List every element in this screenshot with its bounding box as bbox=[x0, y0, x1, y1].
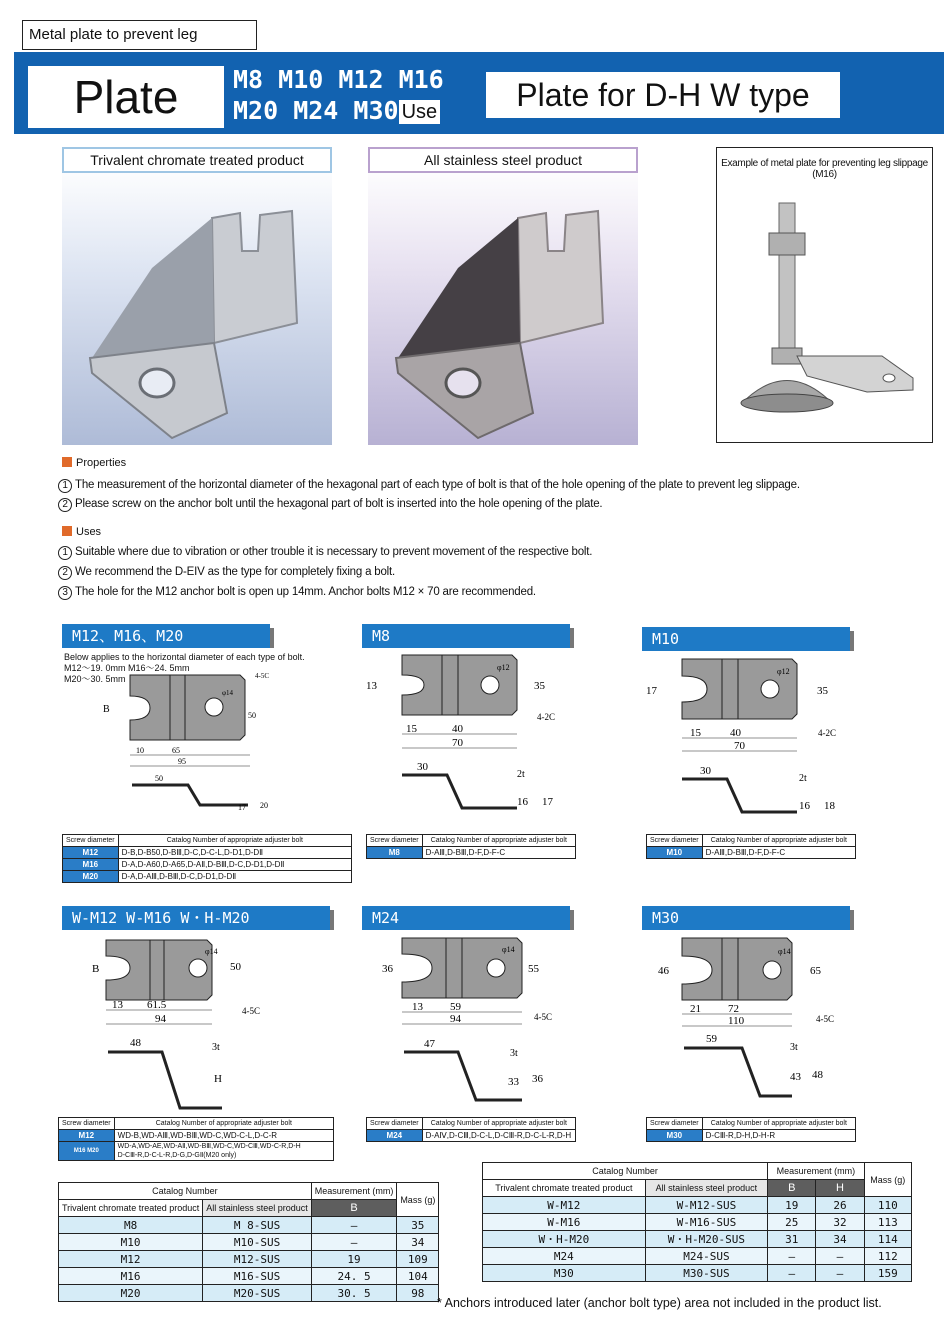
table-row bbox=[483, 1214, 912, 1231]
cell: — bbox=[816, 1248, 864, 1265]
drawing-w-types bbox=[62, 930, 332, 1115]
cell: D-AⅣ,D-CⅢ,D-C-L,D-CⅢ-R,D-C-L-R,D-H bbox=[422, 1130, 575, 1142]
num-circle-icon: 2 bbox=[58, 498, 72, 512]
cell: M24 bbox=[483, 1248, 646, 1265]
th-catalog: Catalog Number of appropriate adjuster bolt bbox=[422, 835, 575, 847]
cell: M16 bbox=[63, 859, 119, 871]
cell: M12 bbox=[59, 1130, 115, 1142]
property-1 bbox=[58, 479, 800, 493]
dim-s1-b: B bbox=[103, 704, 110, 715]
cell: W-M12 bbox=[483, 1197, 646, 1214]
th-catalog-number: Catalog Number bbox=[483, 1163, 768, 1180]
dim-m10-b: 35 bbox=[817, 685, 828, 697]
table-row bbox=[367, 847, 576, 859]
s1-note-line1: Below applies to the horizontal diameter of each type of bolt. bbox=[64, 652, 305, 662]
properties-heading-text: Properties bbox=[76, 457, 127, 469]
cell: 19 bbox=[311, 1251, 397, 1268]
dim-s1-d1: 10 bbox=[136, 746, 144, 755]
cell: 30. 5 bbox=[311, 1285, 397, 1302]
th-b: B bbox=[311, 1200, 397, 1217]
dim-w-b: 50 bbox=[230, 961, 241, 973]
cell: D-AⅢ,D-BⅢ,D-F,D-F-C bbox=[702, 847, 855, 859]
sizes-line-2-text: M20 M24 M30 bbox=[233, 96, 399, 125]
num-circle-icon: 1 bbox=[58, 479, 72, 493]
banner-sizes bbox=[233, 64, 463, 126]
table-row bbox=[59, 1130, 334, 1142]
dim-w-g: 3t bbox=[212, 1042, 220, 1053]
cell: M8 bbox=[367, 847, 423, 859]
cell: M8 bbox=[59, 1217, 203, 1234]
cell: M16 bbox=[59, 1268, 203, 1285]
s1-note-line3: M20～30. 5mm bbox=[64, 674, 126, 684]
dim-m30-b: 65 bbox=[810, 965, 821, 977]
th-catalog: Catalog Number of appropriate adjuster bolt bbox=[118, 835, 351, 847]
sizes-line-2 bbox=[233, 95, 463, 126]
dim-s1-d6: 20 bbox=[260, 801, 268, 810]
cell: 25 bbox=[768, 1214, 816, 1231]
section-bar-w-types: W-M12 W-M16 W・H-M20 bbox=[62, 906, 330, 930]
drawing-m10 bbox=[642, 654, 852, 824]
dim-m8-b: 35 bbox=[534, 680, 545, 692]
cell: M12 bbox=[59, 1251, 203, 1268]
th-screw: Screw diameter bbox=[59, 1118, 115, 1130]
th-measurement: Measurement (mm) bbox=[768, 1163, 864, 1180]
cell: D-A,D-A60,D-A65,D-AⅡ,D-BⅢ,D-C,D-D1,D-DⅡ bbox=[118, 859, 351, 871]
table-row bbox=[59, 1217, 439, 1234]
table-row bbox=[647, 1130, 856, 1142]
cell: 104 bbox=[397, 1268, 439, 1285]
dim-m30-c: 21 bbox=[690, 1003, 701, 1015]
catalog-table-right bbox=[482, 1162, 912, 1282]
dim-s1-d5: 17 bbox=[238, 803, 246, 812]
uses-square-icon bbox=[62, 526, 72, 536]
cell: — bbox=[816, 1265, 864, 1282]
cell: M10 bbox=[59, 1234, 203, 1251]
table-m8 bbox=[366, 834, 576, 859]
th-trivalent: Trivalent chromate treated product bbox=[59, 1200, 203, 1217]
th-b: B bbox=[768, 1180, 816, 1197]
drawing-m12-m16-m20 bbox=[60, 660, 290, 820]
dim-m30-h: 43 bbox=[790, 1071, 801, 1083]
table-row bbox=[647, 847, 856, 859]
dim-s1-hole: φ14 bbox=[222, 689, 234, 697]
th-screw: Screw diameter bbox=[367, 835, 423, 847]
cell: M10 bbox=[647, 847, 703, 859]
cell: W-M12-SUS bbox=[645, 1197, 767, 1214]
property-2-text: Please screw on the anchor bolt until the hexagonal part of bolt is inserted into the hole opening of the plate. bbox=[75, 498, 603, 510]
dim-m8-f: 30 bbox=[417, 761, 428, 773]
use-1-text: Suitable where due to vibration or other trouble it is necessary to prevent movement of the respective bolt. bbox=[75, 546, 593, 558]
dim-w-d: 61.5 bbox=[147, 999, 167, 1011]
dim-m8-chamfer: 4-2C bbox=[537, 712, 555, 722]
th-screw: Screw diameter bbox=[63, 835, 119, 847]
uses-heading-text: Uses bbox=[76, 526, 102, 538]
cell: D-AⅢ,D-BⅢ,D-F,D-F-C bbox=[422, 847, 575, 859]
table-m24 bbox=[366, 1117, 576, 1142]
table-row bbox=[63, 871, 352, 883]
cell: M16 M20 bbox=[59, 1142, 115, 1161]
dim-w-h: H bbox=[214, 1073, 222, 1085]
cell-line: D-CⅢ-R,D-C-L-R,D-G,D-GⅡ(M20 only) bbox=[117, 1152, 237, 1159]
dim-m24-g: 3t bbox=[510, 1048, 518, 1059]
photo-stainless bbox=[368, 147, 638, 445]
table-row bbox=[59, 1142, 334, 1161]
cell: 26 bbox=[816, 1197, 864, 1214]
cell: D-A,D-AⅢ,D-BⅢ,D-C,D-D1,D-DⅡ bbox=[118, 871, 351, 883]
sizes-line-1: M8 M10 M12 M16 bbox=[233, 65, 444, 94]
cell: M12-SUS bbox=[203, 1251, 312, 1268]
dim-m24-i: 36 bbox=[532, 1073, 543, 1085]
table-row bbox=[63, 847, 352, 859]
cell: 110 bbox=[864, 1197, 911, 1214]
dim-m24-d: 59 bbox=[450, 1001, 461, 1013]
cell: 24. 5 bbox=[311, 1268, 397, 1285]
example-caption: Example of metal plate for preventing leg slippage (M16) bbox=[721, 158, 928, 180]
dim-w-a: B bbox=[92, 963, 100, 975]
properties-square-icon bbox=[62, 457, 72, 467]
table-row bbox=[367, 1130, 576, 1142]
th-catalog-number: Catalog Number bbox=[59, 1183, 312, 1200]
photo-trivalent bbox=[62, 147, 332, 445]
cell: D-B,D-B50,D-BⅢ,D-C,D-C-L,D-D1,D-DⅡ bbox=[118, 847, 351, 859]
th-measurement: Measurement (mm) bbox=[311, 1183, 397, 1200]
table-row bbox=[59, 1251, 439, 1268]
cell: W・H-M20-SUS bbox=[645, 1231, 767, 1248]
dim-m8-a: 13 bbox=[366, 680, 377, 692]
leveling-foot-illustration bbox=[717, 178, 932, 440]
properties-heading bbox=[62, 457, 126, 469]
cell: 114 bbox=[864, 1231, 911, 1248]
use-3-text: The hole for the M12 anchor bolt is open up 14mm. Anchor bolts M12 × 70 are recommended. bbox=[75, 586, 536, 598]
dim-w-f: 48 bbox=[130, 1037, 141, 1049]
dim-m10-hole: φ12 bbox=[777, 667, 790, 676]
dim-m8-i: 17 bbox=[542, 796, 553, 808]
use-2 bbox=[58, 566, 395, 580]
cell: M30-SUS bbox=[645, 1265, 767, 1282]
example-photo bbox=[716, 147, 933, 443]
th-screw: Screw diameter bbox=[647, 1118, 703, 1130]
dim-m30-g: 3t bbox=[790, 1042, 798, 1053]
cell: 112 bbox=[864, 1248, 911, 1265]
cell: — bbox=[768, 1248, 816, 1265]
use-2-text: We recommend the D-EIV as the type for completely fixing a bolt. bbox=[75, 566, 395, 578]
use-1 bbox=[58, 546, 592, 560]
table-row bbox=[59, 1234, 439, 1251]
cell: WD-B,WD-AⅢ,WD-BⅢ,WD-C,WD-C-L,D-C-R bbox=[114, 1130, 333, 1142]
table-m30 bbox=[646, 1117, 856, 1142]
cell: 32 bbox=[816, 1214, 864, 1231]
cell: 34 bbox=[816, 1231, 864, 1248]
uses-heading bbox=[62, 526, 101, 538]
dim-m8-hole: φ12 bbox=[497, 663, 510, 672]
num-circle-icon: 3 bbox=[58, 586, 72, 600]
banner-title: Plate for D-H W type bbox=[486, 72, 840, 118]
table-row bbox=[483, 1231, 912, 1248]
cell: D-CⅢ-R,D-H,D-H-R bbox=[702, 1130, 855, 1142]
num-circle-icon: 1 bbox=[58, 546, 72, 560]
dim-w-c: 13 bbox=[112, 999, 123, 1011]
cell: — bbox=[311, 1234, 397, 1251]
drawing-m30 bbox=[642, 930, 857, 1110]
cell: M12 bbox=[63, 847, 119, 859]
dim-m10-f: 30 bbox=[700, 765, 711, 777]
dim-m10-chamfer: 4-2C bbox=[818, 728, 836, 738]
table-m12-m16-m20 bbox=[62, 834, 352, 883]
plate-photo-trivalent bbox=[62, 173, 332, 445]
dim-m30-e: 110 bbox=[728, 1015, 745, 1027]
table-row bbox=[483, 1248, 912, 1265]
section-bar-m8: M8 bbox=[362, 624, 570, 648]
dim-w-e: 94 bbox=[155, 1013, 166, 1025]
dim-m24-e: 94 bbox=[450, 1013, 461, 1025]
dim-m10-e: 70 bbox=[734, 740, 745, 752]
dim-w-hole: φ14 bbox=[205, 947, 218, 956]
th-h: H bbox=[816, 1180, 864, 1197]
cell: M24-SUS bbox=[645, 1248, 767, 1265]
th-mass: Mass (g) bbox=[864, 1163, 911, 1197]
cell bbox=[114, 1142, 333, 1161]
cell: 98 bbox=[397, 1285, 439, 1302]
cell: 109 bbox=[397, 1251, 439, 1268]
dim-m10-g: 2t bbox=[799, 773, 807, 784]
property-2 bbox=[58, 498, 602, 512]
cell: 113 bbox=[864, 1214, 911, 1231]
dim-m24-f: 47 bbox=[424, 1038, 435, 1050]
cell: M24 bbox=[367, 1130, 423, 1142]
section-bar-m10: M10 bbox=[642, 627, 850, 651]
dim-m24-chamfer: 4-5C bbox=[534, 1012, 552, 1022]
th-catalog: Catalog Number of appropriate adjuster bolt bbox=[422, 1118, 575, 1130]
cell: W-M16 bbox=[483, 1214, 646, 1231]
th-catalog: Catalog Number of appropriate adjuster bolt bbox=[702, 1118, 855, 1130]
plate-photo-stainless bbox=[368, 173, 638, 445]
dim-m10-c: 15 bbox=[690, 727, 701, 739]
dim-m30-hole: φ14 bbox=[778, 947, 791, 956]
table-row bbox=[63, 859, 352, 871]
dim-m8-e: 70 bbox=[452, 737, 463, 749]
footnote: * Anchors introduced later (anchor bolt type) area not included in the product list. bbox=[437, 1296, 882, 1310]
section-bar-m12-m16-m20: M12、M16、M20 bbox=[62, 624, 270, 648]
cell-line: WD-A,WD-AE,WD-AⅡ,WD-BⅢ,WD-C,WD-CⅢ,WD-C-R,D-H bbox=[117, 1143, 301, 1150]
drawing-m8 bbox=[362, 650, 572, 820]
dim-m10-h: 16 bbox=[799, 800, 810, 812]
cell: — bbox=[311, 1217, 397, 1234]
cell: M20-SUS bbox=[203, 1285, 312, 1302]
dim-w-chamfer: 4-5C bbox=[242, 1006, 260, 1016]
dim-m24-b: 55 bbox=[528, 963, 539, 975]
cell: 19 bbox=[768, 1197, 816, 1214]
cell: M 8-SUS bbox=[203, 1217, 312, 1234]
dim-m30-a: 46 bbox=[658, 965, 669, 977]
th-trivalent: Trivalent chromate treated product bbox=[483, 1180, 646, 1197]
num-circle-icon: 2 bbox=[58, 566, 72, 580]
dim-m30-chamfer: 4-5C bbox=[816, 1014, 834, 1024]
th-stainless: All stainless steel product bbox=[203, 1200, 312, 1217]
dim-m8-d: 40 bbox=[452, 723, 463, 735]
dim-m24-h: 33 bbox=[508, 1076, 519, 1088]
dim-s1-h: 50 bbox=[248, 711, 256, 720]
cell: 34 bbox=[397, 1234, 439, 1251]
dim-m10-d: 40 bbox=[730, 727, 741, 739]
catalog-table-left bbox=[58, 1182, 439, 1302]
top-label: Metal plate to prevent leg bbox=[22, 20, 257, 50]
cell: M16-SUS bbox=[203, 1268, 312, 1285]
cell: — bbox=[768, 1265, 816, 1282]
dim-m30-i: 48 bbox=[812, 1069, 823, 1081]
table-row bbox=[483, 1197, 912, 1214]
dim-m24-c: 13 bbox=[412, 1001, 423, 1013]
s1-note-line2: M12～19. 0mm M16～24. 5mm bbox=[64, 663, 190, 673]
dim-m10-a: 17 bbox=[646, 685, 657, 697]
cell: 31 bbox=[768, 1231, 816, 1248]
th-stainless: All stainless steel product bbox=[645, 1180, 767, 1197]
use-3 bbox=[58, 586, 536, 600]
table-row bbox=[483, 1265, 912, 1282]
dim-s1-d2: 65 bbox=[172, 746, 180, 755]
cell: W-M16-SUS bbox=[645, 1214, 767, 1231]
cell: 159 bbox=[864, 1265, 911, 1282]
cell: W・H-M20 bbox=[483, 1231, 646, 1248]
cell: M30 bbox=[647, 1130, 703, 1142]
th-catalog: Catalog Number of appropriate adjuster bolt bbox=[702, 835, 855, 847]
dim-m8-h: 16 bbox=[517, 796, 528, 808]
dim-m8-c: 15 bbox=[406, 723, 417, 735]
dim-m8-g: 2t bbox=[517, 769, 525, 780]
table-row bbox=[59, 1268, 439, 1285]
section-bar-m30: M30 bbox=[642, 906, 850, 930]
cell: M10-SUS bbox=[203, 1234, 312, 1251]
dim-m30-f: 59 bbox=[706, 1033, 717, 1045]
section-bar-m24: M24 bbox=[362, 906, 570, 930]
dim-s1-d4: 50 bbox=[155, 774, 163, 783]
property-1-text: The measurement of the horizontal diameter of the hexagonal part of each type of bolt is that of the hole opening of the plate to prevent leg slippage. bbox=[75, 479, 800, 491]
photo-caption-stainless: All stainless steel product bbox=[368, 147, 638, 173]
cell: 35 bbox=[397, 1217, 439, 1234]
dim-m24-hole: φ14 bbox=[502, 945, 515, 954]
th-screw: Screw diameter bbox=[367, 1118, 423, 1130]
th-screw: Screw diameter bbox=[647, 835, 703, 847]
banner-plate-label: Plate bbox=[28, 66, 224, 128]
cell: M20 bbox=[59, 1285, 203, 1302]
cell: M30 bbox=[483, 1265, 646, 1282]
table-m10 bbox=[646, 834, 856, 859]
dim-s1-chamfer: 4-5C bbox=[255, 672, 269, 680]
th-mass: Mass (g) bbox=[397, 1183, 439, 1217]
cell: M20 bbox=[63, 871, 119, 883]
th-catalog: Catalog Number of appropriate adjuster bolt bbox=[114, 1118, 333, 1130]
use-badge: Use bbox=[399, 100, 441, 124]
photo-caption-trivalent: Trivalent chromate treated product bbox=[62, 147, 332, 173]
dim-m30-d: 72 bbox=[728, 1003, 739, 1015]
table-w-types bbox=[58, 1117, 334, 1161]
dim-m24-a: 36 bbox=[382, 963, 393, 975]
table-row bbox=[59, 1285, 439, 1302]
dim-m10-i: 18 bbox=[824, 800, 835, 812]
dim-s1-d3: 95 bbox=[178, 757, 186, 766]
drawing-m24 bbox=[362, 930, 572, 1110]
